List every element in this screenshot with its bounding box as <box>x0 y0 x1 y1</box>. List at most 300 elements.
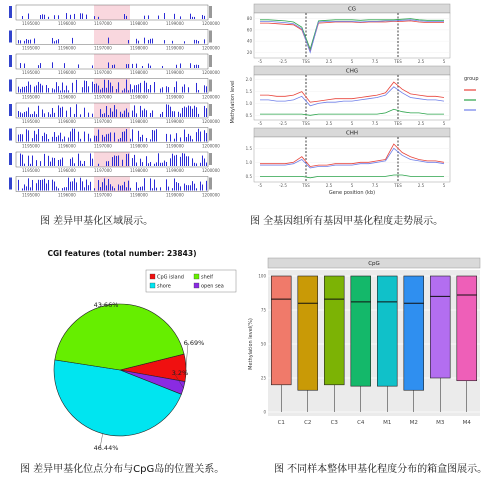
track-bar <box>42 109 43 117</box>
track-bar <box>162 87 163 92</box>
track-bar <box>160 187 161 190</box>
track-bar <box>58 105 59 117</box>
track-bar <box>184 184 185 191</box>
track-bar <box>114 65 115 68</box>
track-bar <box>164 161 165 166</box>
track-bar <box>174 178 175 190</box>
track-bar <box>42 180 43 191</box>
track-bar <box>54 113 55 117</box>
track-tick-label: 1198000 <box>130 21 148 26</box>
track-tick-label: 1196000 <box>58 119 76 124</box>
track-bar <box>124 88 125 92</box>
track-bar <box>22 155 23 166</box>
track-bar <box>194 65 195 68</box>
track-1 <box>9 5 220 26</box>
track-bar <box>148 15 149 19</box>
track-bar <box>54 181 55 190</box>
track-bar <box>144 38 145 44</box>
track-bar <box>192 181 193 190</box>
track-bar <box>62 107 63 117</box>
track-bar <box>82 13 83 19</box>
x-tick-label: 2.5 <box>325 121 333 126</box>
box-caption: 图 不同样本整体甲基化程度分布的箱盒图展示。 <box>274 464 488 475</box>
track-tick-label: 1197000 <box>94 119 112 124</box>
track-bar <box>44 15 45 19</box>
track-bar <box>36 134 37 141</box>
track-3 <box>9 54 220 75</box>
legend-swatch <box>194 274 199 279</box>
box-body <box>430 276 450 378</box>
track-bar <box>56 40 57 43</box>
track-bar <box>104 113 105 117</box>
y-tick-label: 1.5 <box>245 89 252 95</box>
track-bar <box>148 64 149 68</box>
track-bar <box>62 83 63 93</box>
track-bar <box>180 137 181 141</box>
x-tick-label: TSS <box>302 59 310 64</box>
track-bar <box>108 161 109 166</box>
x-tick-label: C1 <box>277 420 285 426</box>
track-bar <box>94 84 95 92</box>
track-bar <box>98 86 99 93</box>
track-bar <box>36 85 37 92</box>
track-bar <box>106 88 107 93</box>
track-bar <box>142 66 143 68</box>
y-tick-label: 100 <box>258 273 266 279</box>
track-bar <box>46 134 47 141</box>
track-bar <box>78 154 79 166</box>
track-bar <box>76 80 77 93</box>
track-bar <box>138 84 139 92</box>
track-bar <box>200 182 201 191</box>
x-tick-label: TES <box>394 121 402 126</box>
track-bar <box>74 178 75 190</box>
track-bar <box>86 180 87 191</box>
track-bar <box>58 188 59 190</box>
track-bar <box>72 181 73 190</box>
box-panel <box>244 256 488 450</box>
x-tick-label: 2.5 <box>417 121 425 126</box>
track-bar <box>206 133 207 142</box>
track-tick-label: 1195000 <box>22 21 40 26</box>
track-bar <box>146 138 147 142</box>
track-bar <box>132 64 133 68</box>
y-tick-label: 50 <box>260 341 266 347</box>
track-bar <box>142 186 143 190</box>
track-bar <box>30 85 31 93</box>
track-bar <box>138 131 139 142</box>
track-bar <box>188 185 189 190</box>
track-bar <box>182 153 183 166</box>
track-tick-label: 1199000 <box>166 70 184 75</box>
track-bar <box>196 163 197 166</box>
track-bar <box>114 133 115 142</box>
track-bar <box>198 114 199 117</box>
track-bar <box>28 156 29 166</box>
track-tick-label: 1199000 <box>166 119 184 124</box>
track-bar <box>128 90 129 92</box>
track-bar <box>54 41 55 43</box>
track-bar <box>152 39 153 44</box>
box-body <box>351 276 371 386</box>
track-bar <box>200 132 201 142</box>
track-bar <box>118 139 119 141</box>
panel-title: CHG <box>345 68 359 75</box>
track-bar <box>184 84 185 92</box>
track-side-label <box>209 80 212 92</box>
track-bar <box>82 181 83 190</box>
slice-label: 46.44% <box>93 444 119 452</box>
track-bar <box>118 155 119 166</box>
track-bar <box>74 129 75 142</box>
track-side-label <box>209 104 212 116</box>
track-bar <box>194 106 195 117</box>
track-bar <box>128 154 129 166</box>
legend-label: CpG island <box>157 274 184 281</box>
pie-chart <box>10 242 240 452</box>
track-bar <box>162 112 163 117</box>
track-bar <box>88 134 89 142</box>
track-bar <box>80 13 81 19</box>
track-bar <box>132 158 133 166</box>
y-tick-label: 60 <box>246 27 252 33</box>
track-bar <box>122 132 123 142</box>
track-bar <box>34 87 35 93</box>
track-bar <box>140 83 141 93</box>
track-tick-label: 1197000 <box>94 45 112 51</box>
track-bar <box>56 82 57 92</box>
track-bar <box>110 132 111 141</box>
track-bar <box>116 156 117 166</box>
y-tick-label: 80 <box>246 16 252 22</box>
track-bar <box>180 113 181 117</box>
y-tick-label: 1.5 <box>245 145 252 151</box>
x-tick-label: TSS <box>302 183 310 188</box>
track-tick-label: 1196000 <box>58 168 76 173</box>
legend-label: shelf <box>201 274 213 281</box>
x-tick-label: 5 <box>350 59 354 64</box>
track-bar <box>66 187 67 190</box>
panel-title: CHH <box>345 130 359 137</box>
track-bar <box>188 156 189 166</box>
track-bar <box>58 160 59 166</box>
track-bar <box>198 90 199 92</box>
track-bar <box>98 164 99 166</box>
track-bar <box>82 87 83 92</box>
profile-caption: 图 全基因组所有基因甲基化程度走势展示。 <box>250 216 444 227</box>
track-bar <box>130 139 131 142</box>
track-bar <box>74 163 75 166</box>
track-bar <box>48 17 49 19</box>
x-tick-label: 5 <box>442 121 446 126</box>
track-bar <box>44 113 45 117</box>
track-bar <box>144 178 145 190</box>
pie-caption: 图 差异甲基化位点分布与CpG岛的位置关系。 <box>20 464 225 475</box>
x-tick-label: -5 <box>258 59 262 64</box>
track-bar <box>108 62 109 68</box>
track-bar <box>24 184 25 190</box>
x-tick-label: 7.5 <box>371 183 379 188</box>
track-bar <box>38 82 39 93</box>
track-5 <box>9 103 220 124</box>
track-bar <box>146 83 147 93</box>
x-tick-label: M2 <box>409 420 418 426</box>
track-bar <box>200 163 201 166</box>
legend-swatch <box>150 283 155 288</box>
track-bar <box>22 87 23 93</box>
track-tick-label: 1199000 <box>166 192 184 198</box>
track-bar <box>196 188 197 190</box>
track-bar <box>18 87 19 93</box>
track-bar <box>170 107 171 117</box>
track-bar <box>142 110 143 117</box>
track-bar <box>20 89 21 93</box>
track-bar <box>80 178 81 191</box>
track-bar <box>124 111 125 117</box>
track-bar <box>182 108 183 117</box>
track-tick-label: 1197000 <box>94 21 112 26</box>
track-bar <box>106 134 107 141</box>
track-bar <box>126 16 127 19</box>
pie-title: CGI features (total number: 23843) <box>47 249 197 258</box>
y-tick-label: 75 <box>260 307 266 313</box>
track-bar <box>30 40 31 44</box>
track-bar <box>94 136 95 142</box>
track-bar <box>176 133 177 141</box>
track-bar <box>180 157 181 166</box>
profile-panel-CG <box>247 4 450 64</box>
track-bar <box>54 158 55 166</box>
track-bar <box>118 82 119 92</box>
profile-legend <box>464 76 479 110</box>
track-bar <box>124 14 125 19</box>
track-bar <box>104 137 105 142</box>
track-bar <box>106 106 107 117</box>
track-bar <box>116 109 117 117</box>
track-bar <box>174 87 175 92</box>
track-bar <box>108 134 109 142</box>
track-bar <box>52 88 53 92</box>
y-tick-label: 2.0 <box>245 77 252 83</box>
y-tick-label: 1.0 <box>245 100 252 106</box>
track-bar <box>174 139 175 142</box>
track-bar <box>70 159 71 166</box>
track-bar <box>20 134 21 141</box>
track-bar <box>52 38 53 44</box>
track-bar <box>34 38 35 43</box>
track-bar <box>134 155 135 166</box>
track-bar <box>158 16 159 19</box>
track-side-label <box>209 55 212 67</box>
track-bar <box>48 139 49 142</box>
track-tick-label: 1195000 <box>22 70 40 75</box>
panel-title: CG <box>347 6 357 13</box>
track-bar <box>180 63 181 68</box>
x-tick-label: -2.5 <box>279 59 287 64</box>
track-tick-label: 1196000 <box>58 192 76 198</box>
track-bar <box>90 182 91 191</box>
track-bar <box>100 90 101 93</box>
track-bar <box>36 183 37 190</box>
track-bar <box>24 164 25 166</box>
track-tick-label: 1197000 <box>94 192 112 198</box>
track-bar <box>22 134 23 141</box>
track-bar <box>206 163 207 166</box>
track-bar <box>176 65 177 68</box>
track-bar <box>30 187 31 190</box>
track-bar <box>62 188 63 190</box>
x-tick-label: -5 <box>258 121 262 126</box>
track-bar <box>88 86 89 92</box>
track-bar <box>206 86 207 92</box>
track-tick-label: 1200000 <box>202 21 220 26</box>
x-tick-label: 2.5 <box>417 59 425 64</box>
track-bar <box>66 111 67 117</box>
track-bar <box>34 111 35 117</box>
profile-panel-CHH <box>246 128 450 188</box>
track-bar <box>128 40 129 43</box>
track-bar <box>54 132 55 141</box>
track-bar <box>176 155 177 166</box>
x-tick-label: C3 <box>330 420 338 426</box>
track-bar <box>192 17 193 19</box>
track-bar <box>36 160 37 166</box>
track-bar <box>50 162 51 166</box>
x-tick-label: 5 <box>350 121 354 126</box>
track-bar <box>152 130 153 142</box>
track-sample-label <box>9 31 12 43</box>
box-body <box>324 276 344 385</box>
track-bar <box>52 180 53 191</box>
track-bar <box>204 39 205 43</box>
track-bar <box>176 182 177 190</box>
track-bar <box>18 111 19 117</box>
track-side-label <box>209 178 212 190</box>
track-side-label <box>209 153 212 165</box>
profile-panel <box>228 2 490 200</box>
x-tick-label: 5 <box>442 59 446 64</box>
track-bar <box>198 129 199 142</box>
track-bar <box>20 63 21 68</box>
track-bar <box>126 129 127 141</box>
track-bar <box>194 40 195 44</box>
track-bar <box>174 156 175 166</box>
track-bar <box>190 63 191 68</box>
track-bar <box>196 83 197 93</box>
track-bar <box>136 113 137 117</box>
track-bar <box>190 136 191 142</box>
track-bar <box>194 163 195 166</box>
track-tick-label: 1199000 <box>166 168 184 173</box>
track-tick-label: 1198000 <box>130 70 148 75</box>
track-bar <box>104 80 105 93</box>
track-bar <box>136 64 137 68</box>
track-bar <box>168 187 169 191</box>
track-bar <box>164 13 165 19</box>
track-bar <box>20 112 21 117</box>
legend-label: shore <box>157 283 171 290</box>
track-bar <box>128 64 129 68</box>
track-bar <box>86 81 87 93</box>
track-bar <box>184 107 185 117</box>
track-bar <box>38 129 39 141</box>
track-bar <box>60 133 61 142</box>
track-bar <box>32 180 33 191</box>
track-tick-label: 1198000 <box>130 143 148 149</box>
track-bar <box>154 130 155 141</box>
track-tick-label: 1195000 <box>22 192 40 198</box>
track-bar <box>24 112 25 117</box>
track-bar <box>144 109 145 117</box>
track-bar <box>126 108 127 117</box>
track-bar <box>34 131 35 142</box>
track-bar <box>204 85 205 92</box>
track-bar <box>112 112 113 117</box>
track-bar <box>90 153 91 166</box>
track-bar <box>24 41 25 44</box>
track-bar <box>92 65 93 68</box>
track-bar <box>62 158 63 166</box>
track-bar <box>150 178 151 190</box>
track-tick-label: 1200000 <box>202 143 220 149</box>
track-bar <box>188 134 189 142</box>
track-sample-label <box>9 129 12 141</box>
track-bar <box>146 110 147 117</box>
track-bar <box>42 85 43 92</box>
legend-title: group <box>464 76 479 82</box>
track-bar <box>178 112 179 117</box>
track-bar <box>134 85 135 92</box>
track-8 <box>9 177 220 198</box>
y-tick-label: 40 <box>246 38 252 44</box>
genome-tracks-chart <box>8 4 218 200</box>
track-bar <box>182 87 183 93</box>
track-bar <box>180 186 181 190</box>
track-bar <box>204 106 205 117</box>
track-tick-label: 1198000 <box>130 119 148 124</box>
track-bar <box>140 187 141 191</box>
track-bar <box>26 129 27 141</box>
track-bar <box>28 13 29 19</box>
track-sample-label <box>9 55 12 67</box>
track-bar <box>150 139 151 141</box>
track-bar <box>90 138 91 141</box>
y-axis-label: Methylation level <box>230 80 236 124</box>
track-bar <box>206 108 207 117</box>
track-bar <box>120 138 121 142</box>
track-bar <box>136 85 137 92</box>
track-bar <box>120 112 121 117</box>
track-bar <box>174 14 175 19</box>
track-bar <box>122 90 123 92</box>
track-bar <box>68 178 69 191</box>
track-bar <box>204 16 205 19</box>
x-tick-label: -5 <box>258 183 262 188</box>
track-bar <box>86 15 87 19</box>
track-bar <box>156 129 157 141</box>
x-tick-label: C2 <box>304 420 312 426</box>
track-bar <box>48 156 49 166</box>
x-tick-label: 2.5 <box>325 183 333 188</box>
track-bar <box>32 138 33 141</box>
track-bar <box>112 65 113 68</box>
y-tick-label: 1.0 <box>245 159 252 165</box>
track-bar <box>148 163 149 166</box>
x-axis-label: Gene position (kb) <box>328 190 376 196</box>
track-bar <box>26 111 27 117</box>
track-bar <box>82 164 83 166</box>
track-bar <box>22 16 23 19</box>
